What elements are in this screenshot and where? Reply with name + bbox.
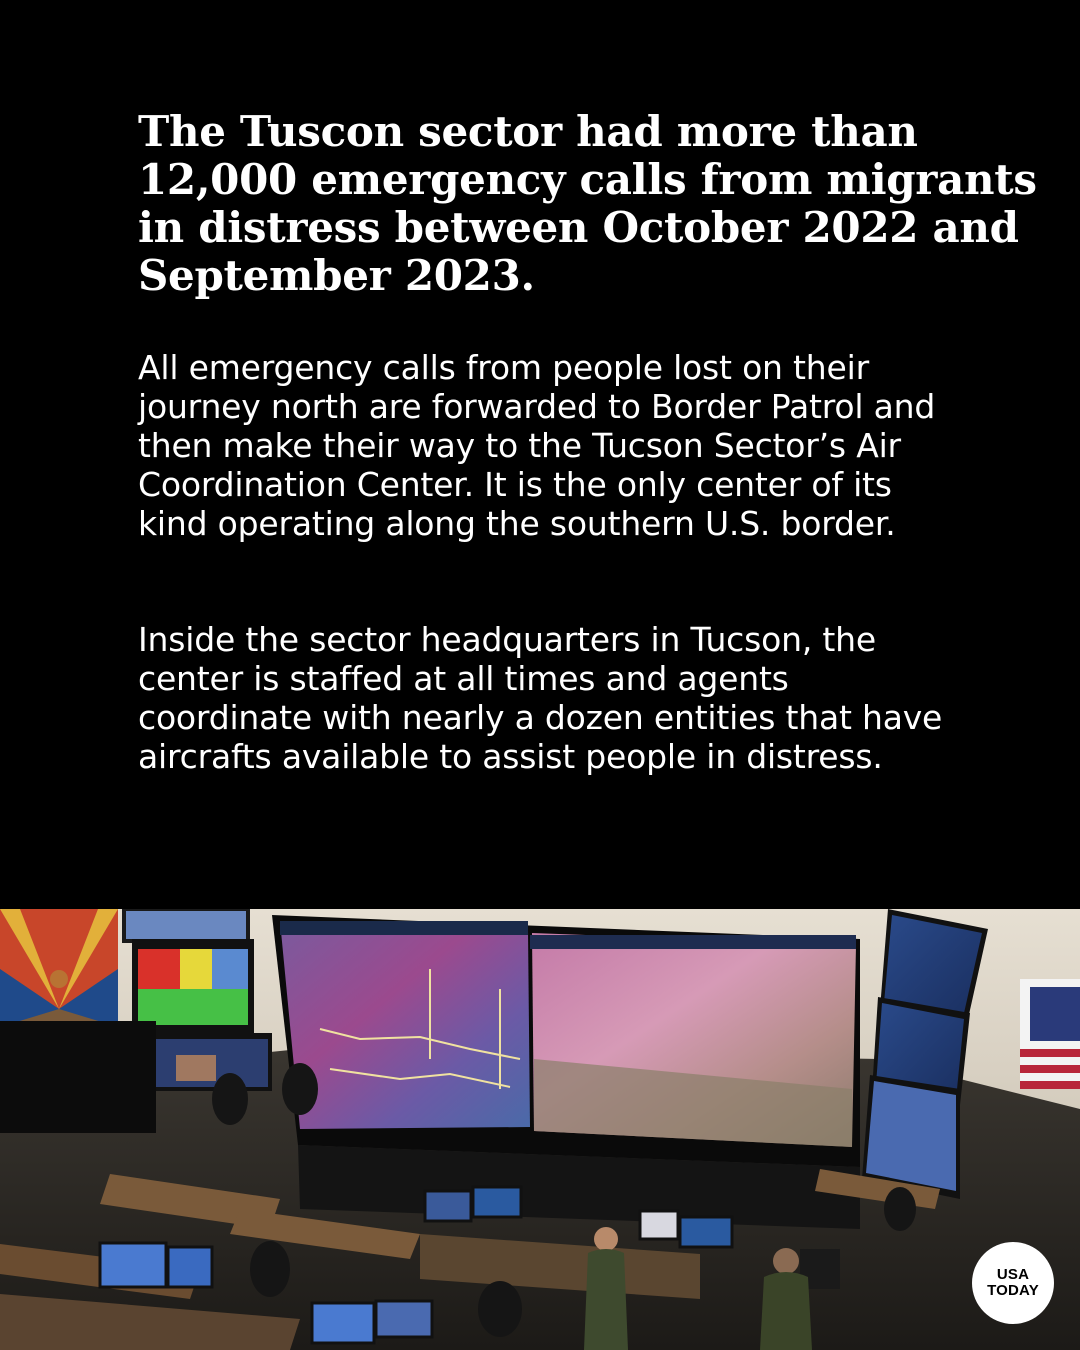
arizona-flag <box>0 909 118 1027</box>
article-text <box>138 107 1038 776</box>
video-wall <box>272 915 860 1229</box>
logo-line-2: TODAY <box>987 1282 1039 1299</box>
headline: The Tuscon sector had more than 12,000 emergency calls from migrants in distress between October 2022 and September 2023. <box>138 107 1037 300</box>
control-room-photo <box>0 909 1080 1350</box>
paragraph-1: All emergency calls from people lost on their journey north are forwarded to Border Patrol and then make their way to the Tucson Sector’s Air Coordination Center. It is the only center of its kind operating along the southern U.S. border. <box>138 348 936 543</box>
logo-line-1: USA <box>996 1266 1030 1283</box>
paragraph-2: Inside the sector headquarters in Tucson, the center is staffed at all times and agents coordinate with nearly a dozen entities that have aircrafts available to assist people in distress. <box>138 620 943 776</box>
usa-today-logo <box>972 1242 1054 1324</box>
us-flag <box>1020 979 1080 1089</box>
